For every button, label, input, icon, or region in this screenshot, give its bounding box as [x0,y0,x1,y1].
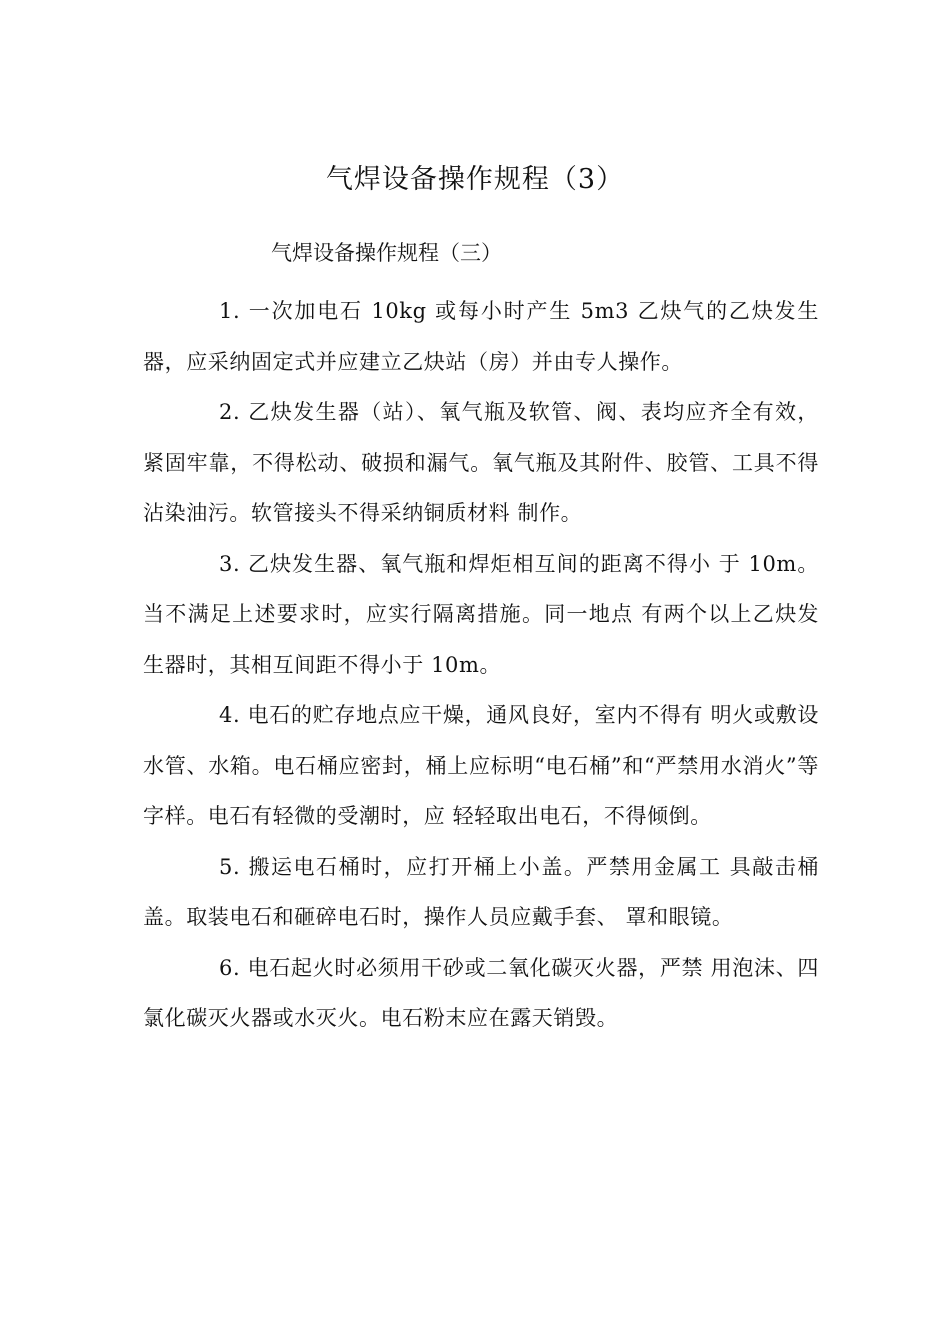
paragraph-6: 6. 电石起火时必须用干砂或二氧化碳灭火器，严禁 用泡沫、四氯化碳灭火器或水灭火。电石粉末应在露天销毁。 [143,955,819,1030]
document-body [143,232,819,1044]
paragraph-2: 2. 乙炔发生器（站）、氧气瓶及软管、阀、表均应齐全有效，紧固牢靠，不得松动、破损和漏气。氧气瓶及其附件、胶管、工具不得沾染油污。软管接头不得采纳铜质材料 制作。 [143,400,819,525]
paragraph-3: 3. 乙炔发生器、氧气瓶和焊炬相互间的距离不得小 于 10m。当不满足上述要求时，应实行隔离措施。同一地点 有两个以上乙炔发生器时，其相互间距不得小于 10m。 [143,551,819,677]
document-subtitle: 气焊设备操作规程（三） [271,241,502,265]
paragraph-5: 5. 搬运电石桶时，应打开桶上小盖。严禁用金属工 具敲击桶盖。取装电石和砸碎电石时，操作人员应戴手套、 罩和眼镜。 [143,854,819,929]
document-title: 气焊设备操作规程（3） [325,164,625,195]
paragraph-1: 1. 一次加电石 10kg 或每小时产生 5m3 乙炔气的乙炔发生器，应采纳固定式并应建立乙炔站（房）并由专人操作。 [143,299,819,374]
paragraph-4: 4. 电石的贮存地点应干燥，通风良好，室内不得有 明火或敷设水管、水箱。电石桶应密封，桶上应标明“电石桶”和“严禁用水消火”等字样。电石有轻微的受潮时，应 轻轻取出电石，不得倾倒。 [143,703,819,828]
